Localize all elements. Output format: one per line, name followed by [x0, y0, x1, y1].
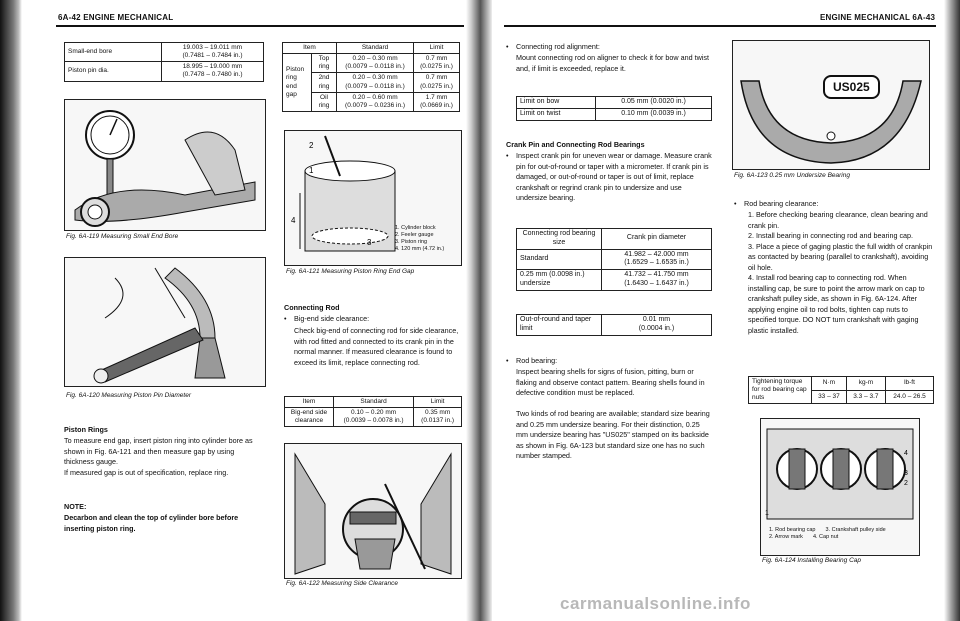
- clearance-step: 2. Install bearing in connecting rod and bearing cap.: [748, 231, 914, 240]
- torque-value: 24.0 – 26.5: [886, 390, 934, 404]
- fig-124-num-3: 3: [904, 470, 908, 477]
- torque-table: [748, 376, 934, 404]
- out-of-round-table: [516, 314, 712, 336]
- left-page-header: 6A-42 ENGINE MECHANICAL: [58, 13, 174, 22]
- page-binding-center: [466, 0, 492, 621]
- bullet-icon: •: [506, 151, 509, 160]
- rod-bearing-text: Inspect bearing shells for signs of fusion, pitting, burn or flaking and observe contact pattern. Bearing shells found in defective condition must be replaced.: [516, 367, 705, 397]
- fig-119-caption: Fig. 6A-119 Measuring Small End Bore: [66, 233, 179, 240]
- crank-table-diameter: 41.982 – 42.000 mm (1.6529 – 1.6535 in.): [602, 249, 712, 270]
- alignment-heading: Connecting rod alignment:: [516, 42, 600, 51]
- ring-table-row-standard: 0.20 – 0.60 mm (0.0079 – 0.0236 in.): [337, 92, 414, 111]
- fig-121-legend-item: 1. Cylinder block: [395, 225, 436, 231]
- fig-124-illustration: [760, 418, 920, 556]
- ring-table-row-standard: 0.20 – 0.30 mm (0.0079 – 0.0118 in.): [337, 73, 414, 92]
- big-end-text: Check big-end of connecting rod for side clearance, with rod fitted and connected to its crank pin in the normal manner. If measured clearance is found to exceed its limit, replace connecting rod.: [294, 326, 459, 367]
- clearance-step: 1. Before checking bearing clearance, clean bearing and crank pin.: [748, 210, 928, 230]
- clearance-step: 4. Install rod bearing cap to connecting rod. When installing cap, be sure to point the arrow mark on cap to crankshaft pulley side, as shown in Fig. 6A-124. After applying engine oil to rod bolts, tighten cap nuts to specified torque. DO NOT turn crankshaft with gaging plastic installed.: [748, 273, 925, 335]
- piston-rings-text: To measure end gap, insert piston ring into cylinder bore as shown in Fig. 6A-121 and then measure gap by using thickness gauge.: [64, 436, 253, 466]
- fig-124-caption: Fig. 6A-124 Installing Bearing Cap: [762, 557, 862, 564]
- fig-121-legend: [395, 225, 444, 253]
- fig-123-caption: Fig. 6A-123 0.25 mm Undersize Bearing: [734, 172, 850, 179]
- crank-pin-heading: Crank Pin and Connecting Rod Bearings: [506, 140, 645, 149]
- note-heading: NOTE:: [64, 502, 87, 511]
- piston-rings-heading: Piston Rings: [64, 425, 108, 434]
- twist-value: 0.10 mm (0.0039 in.): [596, 108, 712, 120]
- ring-table-row-limit: 0.7 mm (0.0275 in.): [414, 73, 460, 92]
- bore-spec-table: [64, 42, 264, 82]
- torque-header: kg-m: [846, 377, 885, 391]
- left-header-rule: [56, 25, 464, 27]
- fig-121-num-3: 3: [367, 238, 372, 247]
- crank-table-size: 0.25 mm (0.0098 in.) undersize: [517, 270, 602, 291]
- bullet-icon: •: [734, 199, 737, 208]
- pin-value: 18.995 – 19.000 mm (0.7478 – 0.7480 in.): [162, 62, 264, 81]
- bullet-icon: •: [506, 42, 509, 51]
- ring-table-row-label: 2nd ring: [312, 73, 337, 92]
- ring-table-row-label: Oil ring: [312, 92, 337, 111]
- fig-121-num-4: 4: [291, 216, 296, 225]
- right-page-header: ENGINE MECHANICAL 6A-43: [820, 13, 936, 22]
- side-table-standard: 0.10 – 0.20 mm (0.0039 – 0.0078 in.): [334, 408, 414, 427]
- fig-120-caption: Fig. 6A-120 Measuring Piston Pin Diameter: [66, 392, 192, 399]
- bore-label: Small-end bore: [65, 43, 162, 62]
- pin-label: Piston pin dia.: [65, 62, 162, 81]
- side-table-limit: 0.35 mm (0.0137 in.): [414, 408, 462, 427]
- fig-122-illustration: [284, 443, 462, 579]
- fig-121-caption: Fig. 6A-121 Measuring Piston Ring End Gap: [286, 268, 415, 275]
- ring-table-row-limit: 0.7 mm (0.0275 in.): [414, 54, 460, 73]
- oor-label: Out-of-round and taper limit: [517, 315, 602, 336]
- crank-table-header-diameter: Crank pin diameter: [602, 229, 712, 250]
- fig-124-legend-item: 3. Crankshaft pulley side: [825, 527, 886, 533]
- note-text: Decarbon and clean the top of cylinder bore before inserting piston ring.: [64, 513, 239, 533]
- fig-124-legend-item: 2. Arrow mark: [769, 534, 803, 540]
- fig-124-num-1: 1: [765, 510, 769, 517]
- bow-value: 0.05 mm (0.0020 in.): [596, 97, 712, 109]
- fig-124-legend-item: 1. Rod bearing cap: [769, 527, 816, 533]
- ring-table-header-standard: Standard: [337, 43, 414, 54]
- fig-121-illustration: [284, 130, 462, 266]
- ring-table-group: Piston ring end gap: [283, 54, 312, 112]
- connecting-rod-heading: Connecting Rod: [284, 303, 340, 312]
- fig-122-caption: Fig. 6A-122 Measuring Side Clearance: [286, 580, 399, 587]
- fig-121-legend-item: 3. Piston ring: [395, 239, 428, 245]
- big-end-heading: Big-end side clearance:: [294, 314, 370, 323]
- bow-twist-table: [516, 96, 712, 121]
- crank-pin-table: [516, 228, 712, 291]
- fig-119-illustration: [64, 99, 266, 231]
- torque-value: 33 – 37: [812, 390, 847, 404]
- side-clearance-table: [284, 396, 462, 427]
- clearance-heading: Rod bearing clearance:: [744, 199, 819, 208]
- rod-bearing-heading: Rod bearing:: [516, 356, 558, 365]
- torque-value: 3.3 – 3.7: [846, 390, 885, 404]
- bow-label: Limit on bow: [517, 97, 596, 109]
- oor-value: 0.01 mm (0.0004 in.): [602, 315, 712, 336]
- fig-124-legend-item: 4. Cap nut: [812, 534, 839, 540]
- torque-header: lb-ft: [886, 377, 934, 391]
- bore-value: 19.003 – 19.011 mm (0.7481 – 0.7484 in.): [162, 43, 264, 62]
- crank-table-diameter: 41.732 – 41.750 mm (1.6430 – 1.6437 in.): [602, 270, 712, 291]
- bullet-icon: •: [506, 356, 509, 365]
- bullet-icon: •: [284, 314, 287, 323]
- ring-table-row-standard: 0.20 – 0.30 mm (0.0079 – 0.0118 in.): [337, 54, 414, 73]
- twist-label: Limit on twist: [517, 108, 596, 120]
- alignment-text: Mount connecting rod on aligner to check it for bow and twist and, if limit is exceeded, replace it.: [516, 53, 709, 73]
- fig-121-legend-item: 4. 120 mm (4.72 in.): [395, 246, 445, 252]
- fig-124-num-2: 2: [904, 480, 908, 487]
- fig-121-num-1: 1: [309, 166, 314, 175]
- fig-121-num-2: 2: [309, 141, 314, 150]
- fig-120-illustration: [64, 257, 266, 387]
- torque-header: N·m: [812, 377, 847, 391]
- crank-table-header-size: Connecting rod bearing size: [517, 229, 602, 250]
- side-table-item: Big-end side clearance: [285, 408, 334, 427]
- ring-table-row-limit: 1.7 mm (0.0669 in.): [414, 92, 460, 111]
- fig-121-legend-item: 2. Feeler gauge: [395, 232, 434, 238]
- side-table-header-item: Item: [285, 397, 334, 408]
- fig-124-legend: [769, 527, 919, 541]
- torque-label: Tightening torque for rod bearing cap nuts: [749, 377, 812, 404]
- fig-123-illustration: [732, 40, 930, 170]
- side-table-header-standard: Standard: [334, 397, 414, 408]
- crank-table-size: Standard: [517, 249, 602, 270]
- side-table-header-limit: Limit: [414, 397, 462, 408]
- ring-table-header-item: Item: [283, 43, 337, 54]
- ring-gap-table: [282, 42, 460, 112]
- clearance-steps: [748, 210, 934, 336]
- us025-stamp: US025: [823, 75, 880, 99]
- page-binding-left: [0, 0, 22, 621]
- right-header-rule: [504, 25, 936, 27]
- ring-table-header-limit: Limit: [414, 43, 460, 54]
- ring-table-row-label: Top ring: [312, 54, 337, 73]
- rod-bearing-text-2: Two kinds of rod bearing are available; standard size bearing and 0.25 mm undersize bearing. For their distinction, 0.25 mm undersize bearing has "US025" stamped on its backside as shown in Fig. 6A-123 but standard size one has no such number stamped.: [516, 409, 710, 460]
- piston-rings-text-2: If measured gap is out of specification, replace ring.: [64, 468, 229, 477]
- crank-pin-text: Inspect crank pin for uneven wear or damage. Measure crank pin for out-of-round or taper with a micrometer. If crank pin is damaged, or out-of-round or taper is out of limit, replace crankshaft or regrind crank pin to undersize and use undersize bearing.: [516, 151, 712, 202]
- page-binding-right: [944, 0, 960, 621]
- clearance-step: 3. Place a piece of gaging plastic the full width of crankpin as contacted by bearing (parallel to crankshaft), avoiding oil hole.: [748, 241, 933, 272]
- fig-124-num-4: 4: [904, 450, 908, 457]
- watermark: carmanualsonline.info: [560, 594, 751, 613]
